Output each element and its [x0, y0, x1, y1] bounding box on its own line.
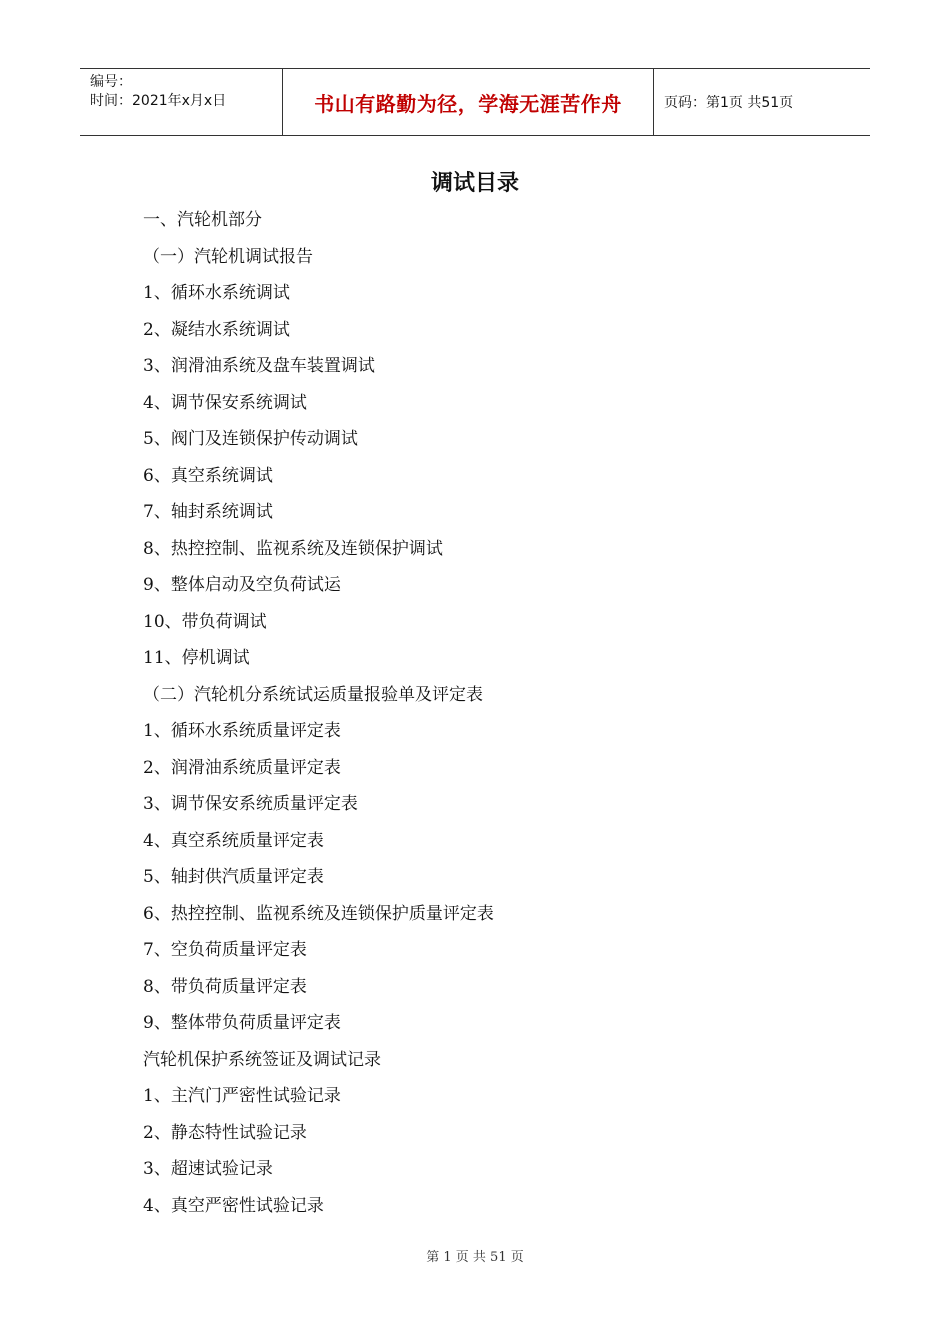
- toc-item: （二）汽轮机分系统试运质量报验单及评定表: [143, 684, 483, 705]
- toc-item: 汽轮机保护系统签证及调试记录: [143, 1049, 381, 1070]
- toc-item: 8、带负荷质量评定表: [143, 976, 307, 997]
- toc-item: 2、凝结水系统调试: [143, 319, 290, 340]
- toc-item: 9、整体带负荷质量评定表: [143, 1013, 341, 1033]
- toc-item: 1、主汽门严密性试验记录: [143, 1086, 341, 1106]
- toc-item: 3、润滑油系统及盘车装置调试: [143, 356, 375, 376]
- toc-item: 7、空负荷质量评定表: [143, 940, 307, 960]
- toc-item: 7、轴封系统调试: [143, 502, 273, 522]
- page-info: 页码：第1页 共51页: [664, 95, 794, 111]
- toc-item: 9、整体启动及空负荷试运: [143, 575, 341, 595]
- toc-item: 11、停机调试: [143, 648, 250, 668]
- toc-item: （一）汽轮机调试报告: [143, 246, 313, 267]
- page-footer: 第 1 页 共 51 页: [426, 1250, 524, 1265]
- toc-item: 6、热控控制、监视系统及连锁保护质量评定表: [143, 903, 494, 924]
- toc-item: 3、超速试验记录: [143, 1159, 273, 1179]
- header-motto-cell: [282, 69, 654, 135]
- toc-item: 5、阀门及连锁保护传动调试: [143, 429, 358, 449]
- header-page-info-cell: [654, 69, 870, 135]
- header-meta: [80, 69, 282, 135]
- toc-item: 4、调节保安系统调试: [143, 392, 307, 413]
- time-label: 时间：2021年x月x日: [90, 93, 227, 109]
- number-label: 编号：: [90, 74, 132, 90]
- toc-item: 6、真空系统调试: [143, 465, 273, 486]
- motto-text: 书山有路勤为径，学海无涯苦作舟: [314, 91, 622, 116]
- toc-item: 2、静态特性试验记录: [143, 1122, 307, 1143]
- toc-item: 8、热控控制、监视系统及连锁保护调试: [143, 538, 443, 559]
- toc-item: 一、汽轮机部分: [143, 210, 262, 230]
- toc-item: 5、轴封供汽质量评定表: [143, 867, 324, 887]
- toc-item: 1、循环水系统调试: [143, 283, 290, 303]
- toc-item: 2、润滑油系统质量评定表: [143, 757, 341, 778]
- document-title: 调试目录: [430, 171, 519, 196]
- table-of-contents: [143, 202, 494, 1224]
- page-header: [80, 68, 870, 136]
- toc-item: 4、真空系统质量评定表: [143, 830, 324, 851]
- toc-item: 4、真空严密性试验记录: [143, 1195, 324, 1216]
- toc-item: 3、调节保安系统质量评定表: [143, 794, 358, 814]
- toc-item: 1、循环水系统质量评定表: [143, 721, 341, 741]
- toc-item: 10、带负荷调试: [143, 611, 267, 632]
